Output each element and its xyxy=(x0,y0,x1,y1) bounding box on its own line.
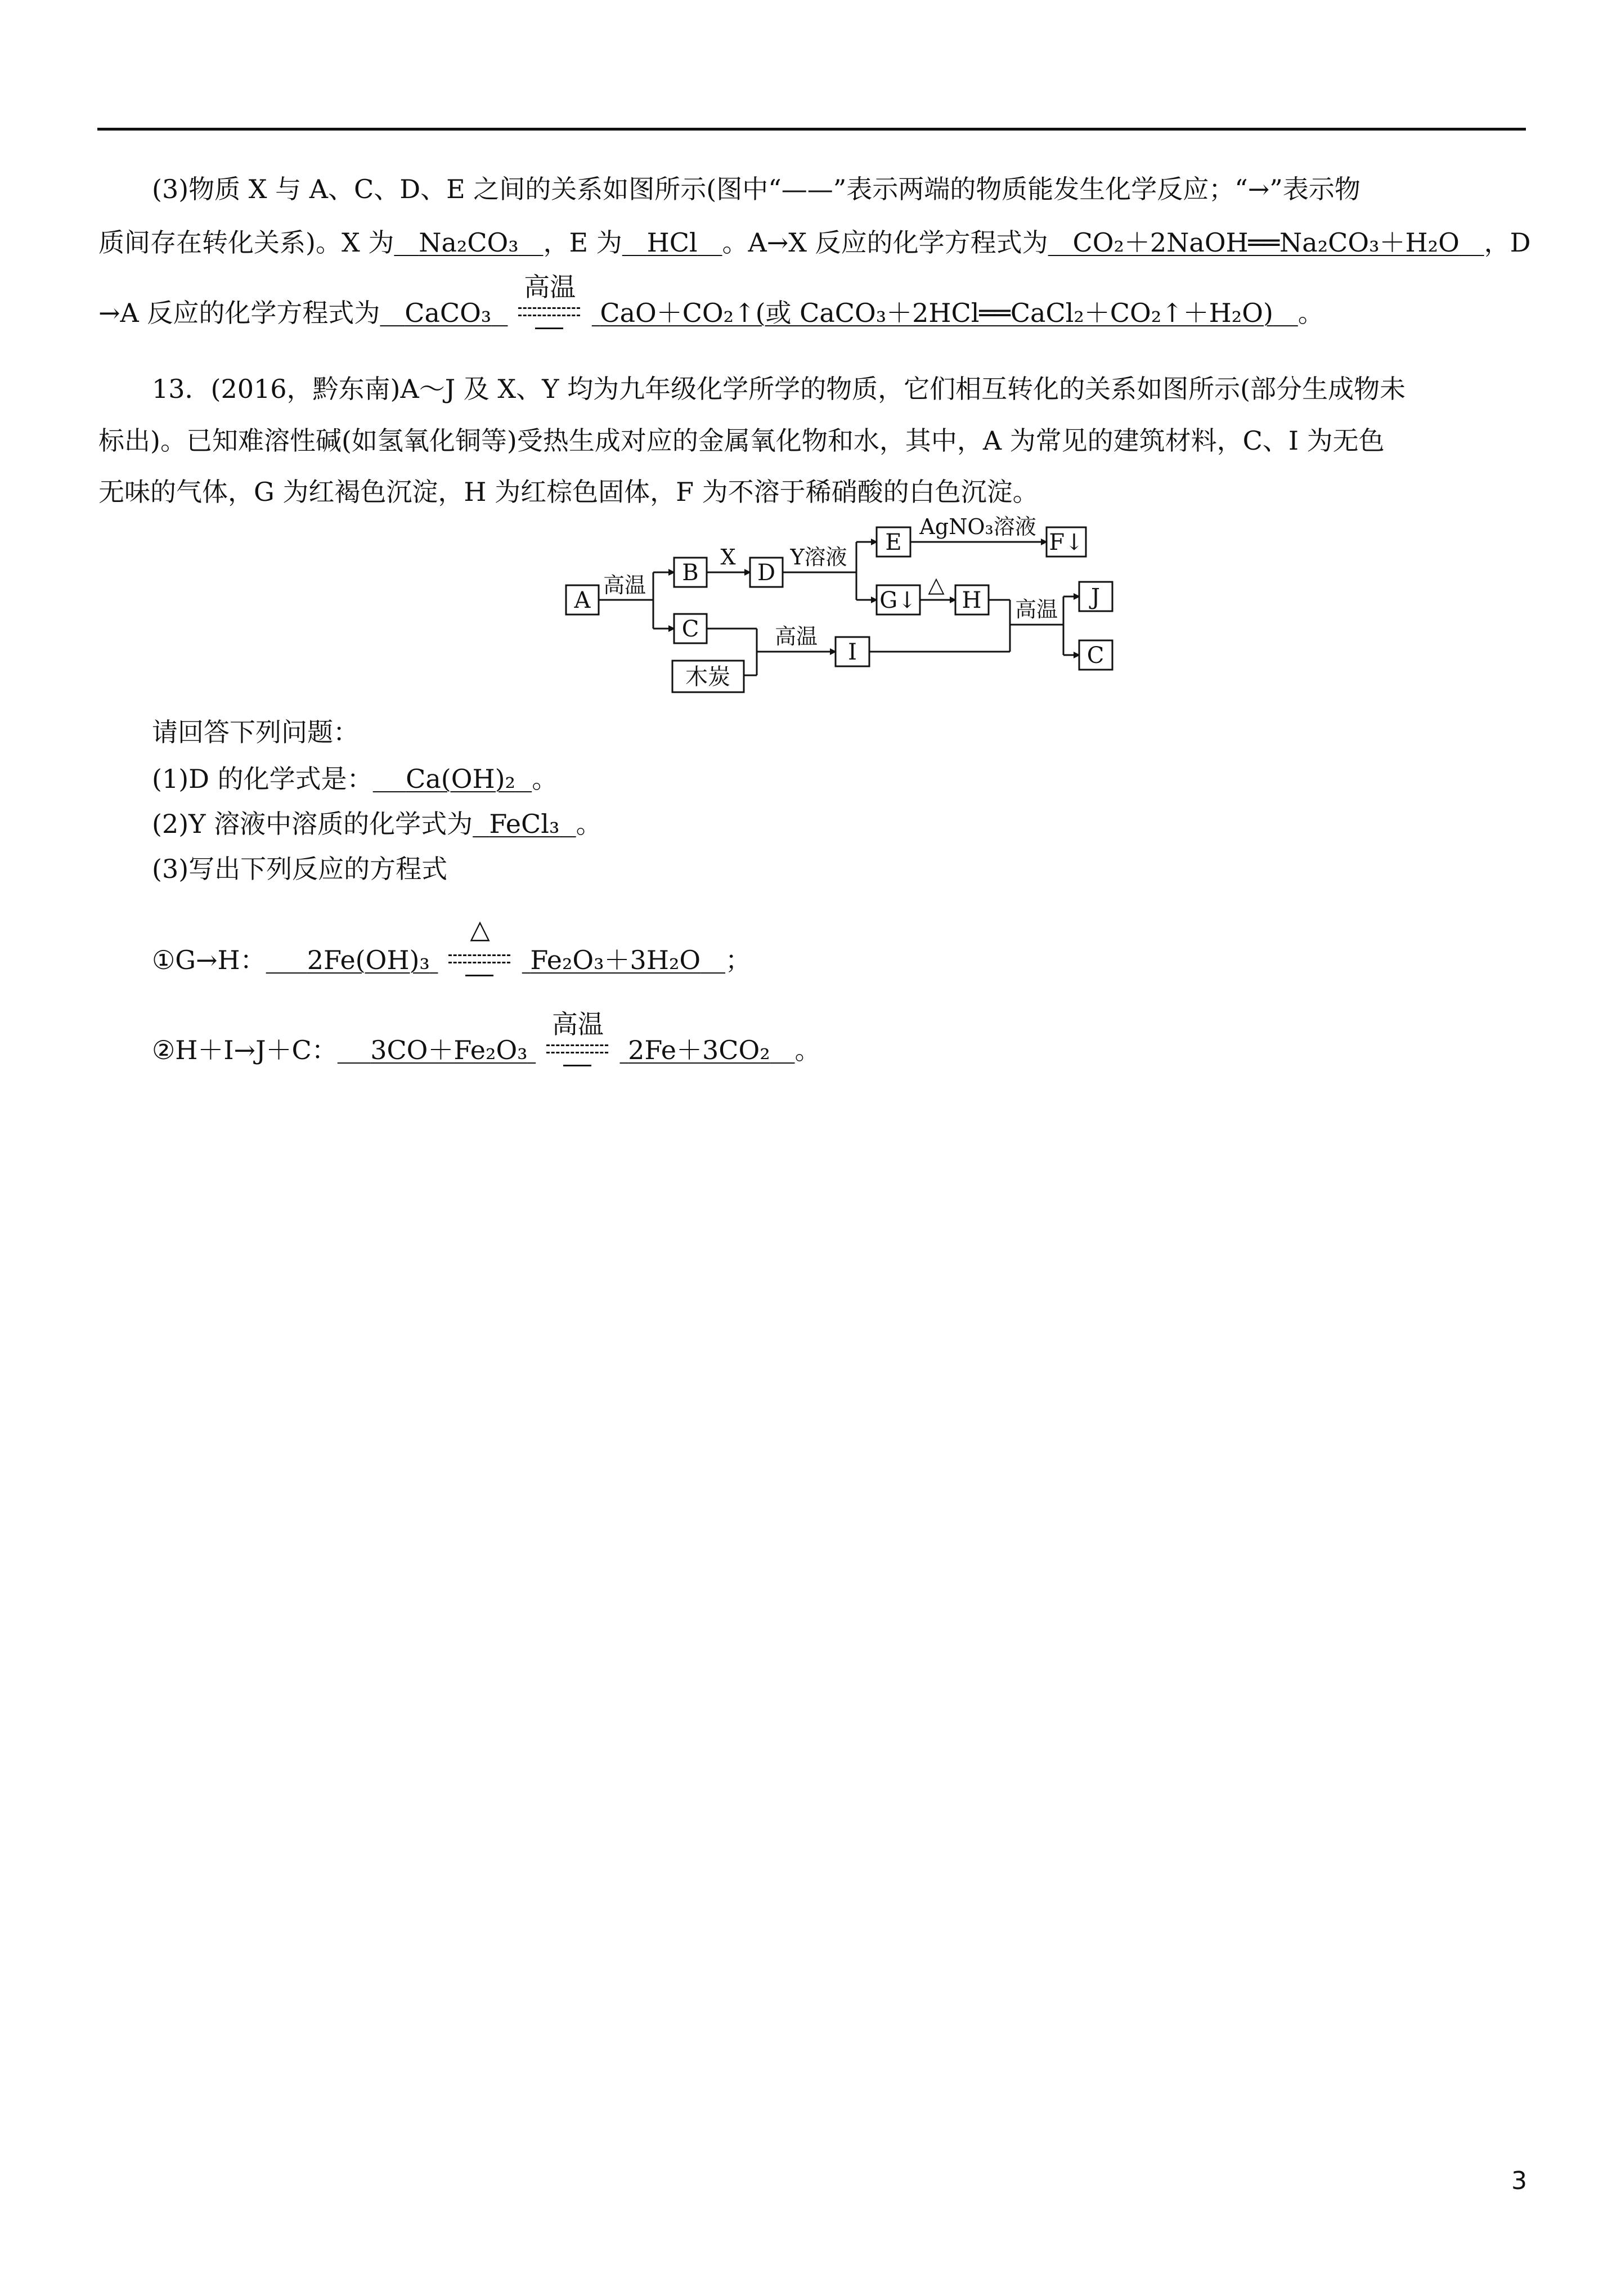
r2-left: 3CO＋Fe₂O₃ xyxy=(370,1035,528,1065)
r2-label: ②H＋I→J＋C： xyxy=(152,1035,338,1065)
answer-da-right: CaO＋CO₂↑(或 CaCO₃＋2HCl══CaCl₂＋CO₂↑＋H₂O) xyxy=(600,298,1273,328)
page-number: 3 xyxy=(1511,2167,1527,2195)
label-a: A xyxy=(574,588,591,613)
reaction-2-line xyxy=(152,1009,821,1075)
label-h: H xyxy=(962,588,982,613)
q12-3-text: ，E 为 xyxy=(543,227,622,258)
q13-line3: 无味的气体，G 为红褐色沉淀，H 为红棕色固体，F 为不溶于稀硝酸的白色沉淀。 xyxy=(98,477,1039,507)
q1-label: (1)D 的化学式是： xyxy=(152,764,373,794)
q1-line xyxy=(152,759,558,796)
q12-3-line3 xyxy=(98,272,1324,338)
cond-gaowen-2: 高温 xyxy=(774,624,818,649)
answer-ax: CO₂＋2NaOH══Na₂CO₃＋H₂O xyxy=(1072,227,1460,258)
q12-3-text: →A 反应的化学方程式为 xyxy=(98,298,380,328)
label-j: J xyxy=(1090,584,1101,610)
q12-3-text: 质间存在转化关系)。X 为 xyxy=(98,227,394,258)
answer-x: Na₂CO₃ xyxy=(419,227,519,258)
label-d: D xyxy=(757,560,776,586)
r2-right: 2Fe＋3CO₂ xyxy=(628,1035,770,1065)
r1-right: Fe₂O₃＋3H₂O xyxy=(530,945,701,975)
r1-left: 2Fe(OH)₃ xyxy=(307,945,430,975)
q3-label: (3)写出下列反应的方程式 xyxy=(152,854,448,884)
condition-high-temp: 高温 xyxy=(516,293,583,338)
q13-line2: 标出)。已知难溶性碱(如氢氧化铜等)受热生成对应的金属氧化物和水，其中，A 为常见的建筑材料，C、I 为无色 xyxy=(98,425,1385,456)
label-c2: C xyxy=(1086,643,1104,669)
q12-3-text: 。 xyxy=(1297,298,1324,328)
reaction-1-line xyxy=(152,914,751,985)
answer-da-left: CaCO₃ xyxy=(405,298,492,328)
r1-label: ①G→H： xyxy=(152,945,266,975)
cond-delta: △ xyxy=(928,572,945,597)
q12-3-text: 。A→X 反应的化学方程式为 xyxy=(722,227,1048,258)
label-i: I xyxy=(848,639,857,665)
cond-gaowen-1: 高温 xyxy=(603,573,646,598)
cond-y-solution: Y溶液 xyxy=(790,545,847,569)
label-b: B xyxy=(682,560,699,586)
condition-high-temp-2: 高温 xyxy=(544,1030,612,1075)
reaction-flow-diagram xyxy=(563,506,1125,715)
q12-3-line2 xyxy=(98,222,1531,259)
q1-answer: Ca(OH)₂ xyxy=(406,764,515,794)
cond-gaowen-3: 高温 xyxy=(1014,597,1058,622)
r2-end: 。 xyxy=(794,1035,821,1065)
cond-x: X xyxy=(720,545,736,569)
cond-agno3: AgNO₃溶液 xyxy=(919,514,1036,539)
q13-line1: 13．(2016，黔东南)A～J 及 X、Y 均为九年级化学所学的物质，它们相互转化的关系如图所示(部分生成物未 xyxy=(152,374,1406,404)
label-e: E xyxy=(885,530,902,555)
q12-3-text: ，D xyxy=(1484,227,1531,258)
r1-end: ； xyxy=(725,945,751,975)
label-f: F↓ xyxy=(1049,530,1084,555)
q2-label: (2)Y 溶液中溶质的化学式为 xyxy=(152,809,473,839)
answer-e: HCl xyxy=(646,227,698,258)
condition-heat: △ xyxy=(446,940,514,985)
q2-line xyxy=(152,804,602,841)
questions-intro: 请回答下列问题： xyxy=(152,717,359,747)
label-c: C xyxy=(681,616,699,642)
label-g: G↓ xyxy=(879,588,917,613)
q1-end: 。 xyxy=(532,764,558,794)
q12-3-line1: (3)物质 X 与 A、C、D、E 之间的关系如图所示(图中“——”表示两端的物质能发生化学反应；“→”表示物 xyxy=(152,174,1360,204)
header-rule xyxy=(97,128,1526,131)
label-charcoal: 木炭 xyxy=(685,664,730,690)
q2-answer: FeCl₃ xyxy=(489,809,560,839)
q2-end: 。 xyxy=(576,809,602,839)
